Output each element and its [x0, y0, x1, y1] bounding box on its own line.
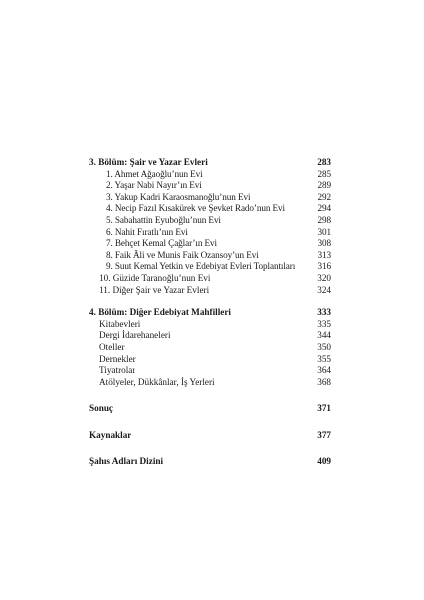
- toc-dizin: [89, 456, 331, 468]
- toc-entry: [89, 342, 331, 354]
- toc-page-number: 355: [317, 353, 331, 364]
- toc-page-number: 371: [317, 403, 331, 414]
- spacer: [89, 388, 331, 403]
- toc-chapter-title: Sonuç: [89, 403, 114, 414]
- toc-page-number: 313: [317, 249, 331, 260]
- toc-entry: [89, 238, 331, 250]
- toc-entry: [89, 180, 331, 192]
- toc-entry: [89, 261, 331, 273]
- toc-entry-title: Tiyatrolar: [99, 365, 136, 376]
- toc-entry: [89, 203, 331, 215]
- toc-page-number: 368: [317, 376, 331, 387]
- toc-entry-title: 6. Nahit Fıratlı’nın Evi: [106, 226, 188, 237]
- toc-page-number: 350: [317, 341, 331, 352]
- toc-page-number: 292: [317, 191, 331, 202]
- toc-entry: [89, 215, 331, 227]
- toc-page-number: 344: [317, 330, 331, 341]
- toc-page-number: 301: [317, 226, 331, 237]
- toc-entry: [89, 250, 331, 262]
- toc-entry: [89, 273, 331, 285]
- toc-chapter-title: Kaynaklar: [89, 429, 132, 440]
- toc-entry: [89, 354, 331, 366]
- toc-chapter-title: 3. Bölüm: Şair ve Yazar Evleri: [89, 157, 208, 167]
- toc-entry-title: 11. Diğer Şair ve Yazar Evleri: [99, 284, 210, 295]
- toc-page-number: 298: [317, 214, 331, 225]
- toc-entry-title: Dergi İdarehaneleri: [99, 330, 171, 341]
- toc-entry-title: 1. Ahmet Ağaoğlu’nun Evi: [106, 168, 203, 179]
- toc-entry-title: 4. Necip Fazıl Kısakürek ve Şevket Rado’nun Evi: [106, 203, 286, 214]
- toc-entry-title: Dernekler: [99, 353, 136, 364]
- toc-page-number: 316: [317, 261, 331, 272]
- toc-entry-title: 10. Güzide Taranoğlu’nun Evi: [99, 272, 211, 283]
- toc-entry: [89, 319, 331, 331]
- toc-page-number: 308: [317, 238, 331, 249]
- table-of-contents: [89, 157, 331, 468]
- toc-entry-title: Kitabevleri: [99, 318, 141, 329]
- toc-page-number: 377: [317, 429, 331, 440]
- toc-sonuc: [89, 403, 331, 415]
- toc-chapter-title: Şahıs Adları Dizini: [89, 456, 164, 467]
- toc-page-number: 289: [317, 180, 331, 191]
- toc-chapter-4: [89, 307, 331, 319]
- toc-entry-title: 5. Sabahattin Eyuboğlu’nun Evi: [106, 214, 221, 225]
- spacer: [89, 441, 331, 456]
- toc-page-number: 283: [317, 157, 331, 167]
- toc-entry: [89, 365, 331, 377]
- spacer: [89, 415, 331, 430]
- toc-entry: [89, 227, 331, 239]
- toc-entry-title: Oteller: [99, 341, 125, 352]
- toc-page-number: 333: [317, 307, 331, 318]
- spacer: [89, 296, 331, 307]
- toc-page-number: 364: [317, 365, 331, 376]
- toc-entry: [89, 285, 331, 297]
- toc-entry-title: 8. Faik Âli ve Munis Faik Ozansoy’un Evi: [106, 249, 259, 260]
- toc-page-number: 285: [317, 168, 331, 179]
- toc-entry: [89, 377, 331, 389]
- toc-page-number: 409: [317, 456, 331, 467]
- toc-chapter-3: [89, 157, 331, 169]
- toc-entry-title: Atölyeler, Dükkânlar, İş Yerleri: [99, 376, 215, 387]
- toc-page-number: 324: [317, 284, 331, 295]
- toc-entry: [89, 330, 331, 342]
- toc-entry-title: 2. Yaşar Nabi Nayır’ın Evi: [106, 180, 202, 191]
- toc-page-number: 294: [317, 203, 331, 214]
- toc-page-number: 320: [317, 272, 331, 283]
- toc-entry: [89, 169, 331, 181]
- toc-kaynaklar: [89, 430, 331, 442]
- toc-entry-title: 3. Yakup Kadri Karaosmanoğlu’nun Evi: [106, 191, 251, 202]
- toc-entry-title: 9. Suut Kemal Yetkin ve Edebiyat Evleri Toplantıları: [106, 261, 296, 272]
- toc-page-number: 335: [317, 318, 331, 329]
- toc-entry-title: 7. Behçet Kemal Çağlar’ın Evi: [106, 238, 217, 249]
- toc-entry: [89, 192, 331, 204]
- toc-chapter-title: 4. Bölüm: Diğer Edebiyat Mahfilleri: [89, 307, 231, 318]
